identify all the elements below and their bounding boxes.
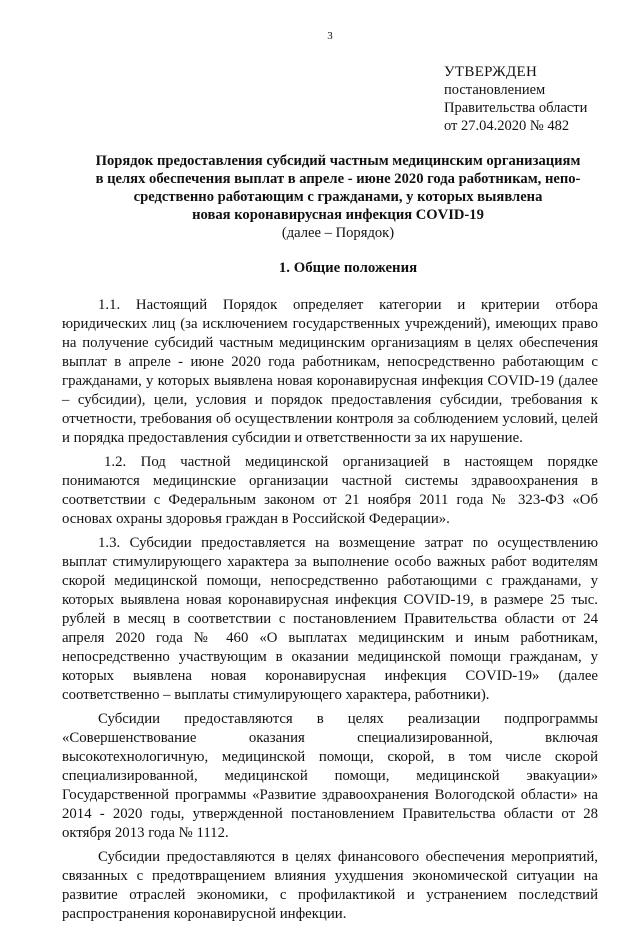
approval-authority: Правительства области (444, 100, 588, 116)
document-title (58, 152, 618, 242)
document-body (62, 296, 598, 929)
page-number: 3 (327, 30, 333, 42)
title-line-2: в целях обеспечения выплат в апреле - июне 2020 года работникам, непо- (95, 171, 581, 187)
paragraph-1-3: 1.3. Субсидии предоставляется на возмещение затрат по осуществлению выплат стимулирующего характера за выполнение особо важных работ водителям скорой медицинской помощи, непосредственно работающими с гражданами, у которых выявлена новая коронавирусная инфекция COVID-19, в размере 25 тыс. рублей в месяц в соответствии с постановлением Правительства области от 24 апреля 2020 года № 460 «О выплатах медицинским и иным работникам, непосредственно участвующим в оказании медицинской помощи гражданам, у которых выявлена новая коронавирусная инфекция COVID-19» (далее соответственно – выплаты стимулирующего характера, работники). (62, 535, 598, 703)
paragraph-1-2: 1.2. Под частной медицинской организацией в настоящем порядке понимаются медицинские организации частной системы здравоохранения в соответствии с Федеральным законом от 21 ноября 2011 года № 323-ФЗ «Об основах охраны здоровья граждан в Российской Федерации». (62, 454, 598, 527)
title-subtitle: (далее – Порядок) (281, 225, 395, 241)
paragraph-1-1: 1.1. Настоящий Порядок определяет категории и критерии отбора юридических лиц (за исключением государственных учреждений), имеющих право на получение субсидий частным медицинским организациям в целях обеспечения выплат в апреле - июне 2020 года работникам, непосредственно работающим с гражданами, у которых выявлена новая коронавирусная инфекция COVID-19 (далее – субсидии), цели, условия и порядок предоставления субсидии, требования к отчетности, требования об осуществлении контроля за соблюдением условий, целей и порядка предоставления субсидии и ответственности за их нарушение. (62, 297, 598, 446)
title-line-1: Порядок предоставления субсидий частным медицинским организациям (95, 153, 581, 169)
approval-status: УТВЕРЖДЕН (444, 64, 538, 80)
paragraph-subsidy-purpose: Субсидии предоставляются в целях реализации подпрограммы «Совершенствование оказания специализированной, включая высокотехнологичную, медицинской помощи, скорой, в том числе скорой специализированной, медицинской помощи, медицинской эвакуации» Государственной программы «Развитие здравоохранения Вологодской области» на 2014 - 2020 годы, утвержденной постановлением Правительства области от 28 октября 2013 года № 1112. (62, 711, 598, 841)
approval-stamp (444, 63, 587, 135)
title-line-3: средственно работающим с гражданами, у которых выявлена (133, 189, 543, 205)
approval-date-number: от 27.04.2020 № 482 (444, 118, 570, 134)
approval-document-type: постановлением (444, 82, 546, 98)
title-line-4: новая коронавирусная инфекция COVID-19 (192, 207, 484, 223)
section-heading: 1. Общие положения (278, 260, 418, 276)
paragraph-subsidy-financing: Субсидии предоставляются в целях финансового обеспечения мероприятий, связанных с предотвращением влияния ухудшения экономической ситуации на развитие отраслей экономики, с профилактикой и устранением последствий распространения коронавирусной инфекции. (62, 849, 598, 922)
